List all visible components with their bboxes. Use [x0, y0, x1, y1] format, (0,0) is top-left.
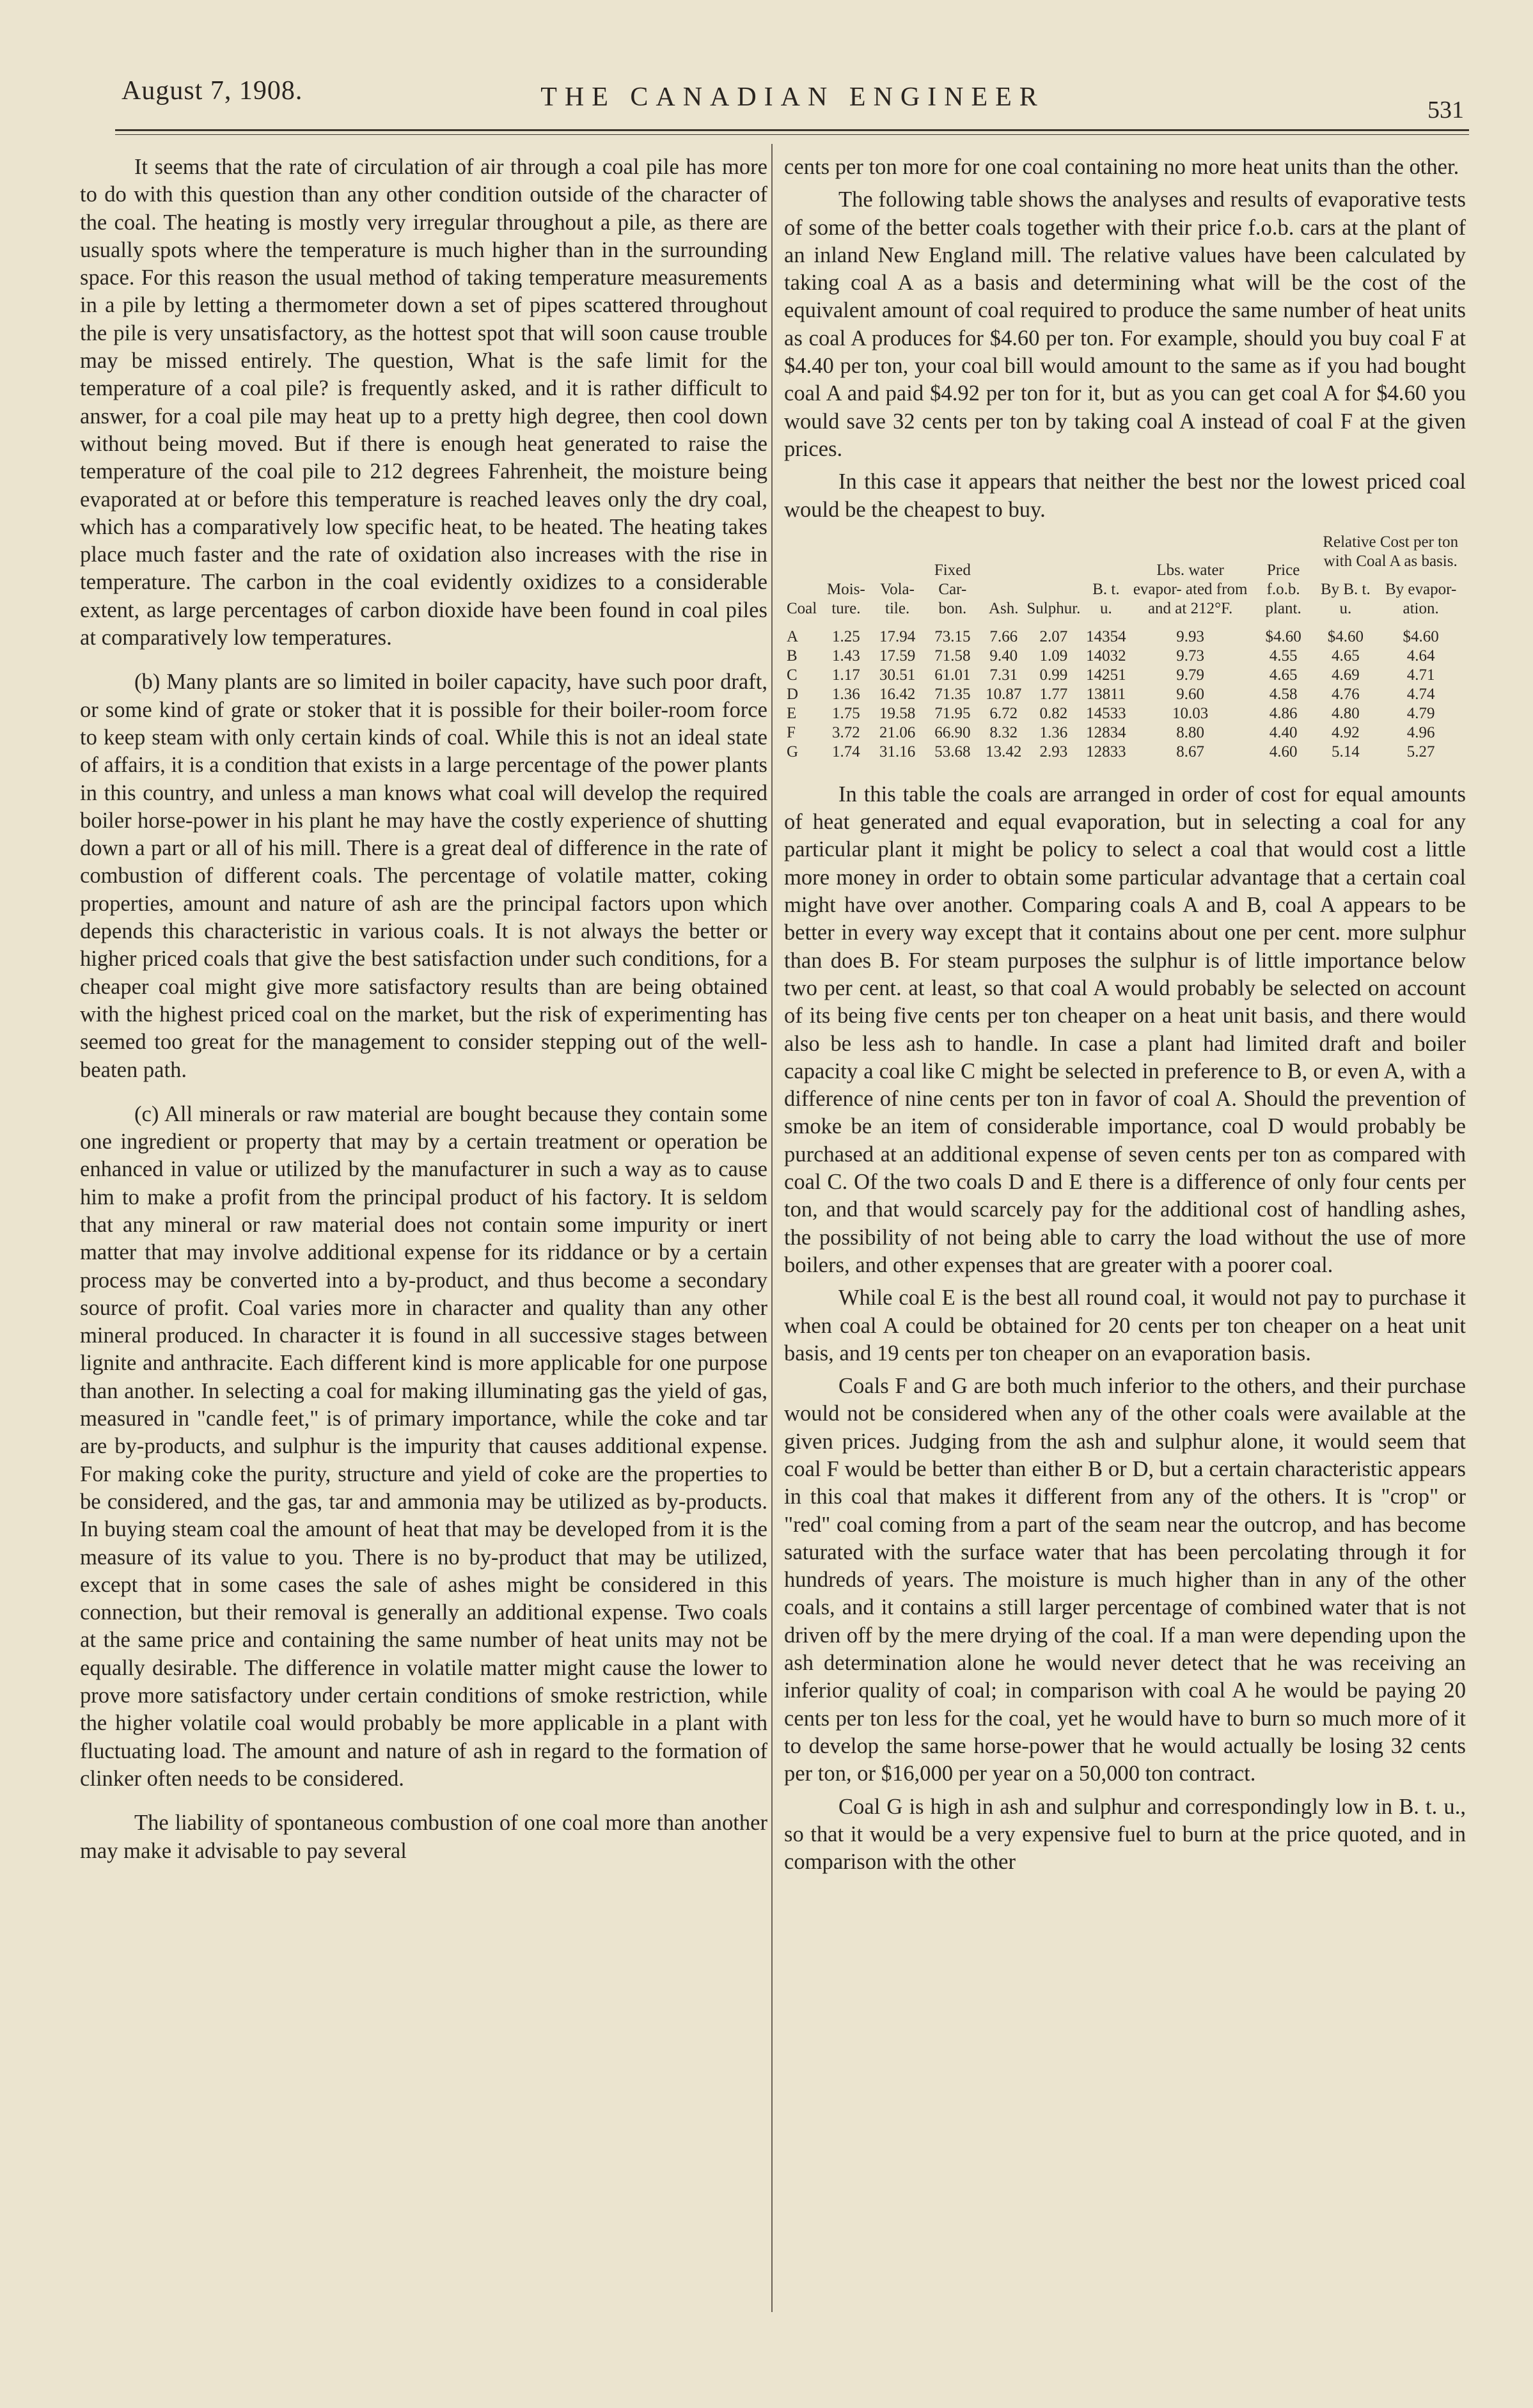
header-rule [115, 129, 1469, 131]
table-cell: 4.92 [1331, 723, 1360, 741]
table-cell: 21.06 [879, 723, 916, 741]
paragraph: The following table shows the analyses and results of evaporative tests of some of the better coals together with their price f.o.b. cars at the plant of an inland New England mill. The relative values have been calculated by taking coal A as a basis and determining what will be the cost of the equivalent amount of coal required to produce the same number of heat units as coal A produces for $4.60 per ton. For example, should you buy coal F at $4.40 per ton, your coal bill would amount to the same as if you had bought coal A and paid $4.92 per ton for it, but as you can get coal A for $4.60 you would save 32 cents per ton by taking coal A instead of coal F at the given prices. [784, 187, 1466, 461]
header-rule-thin [115, 134, 1469, 135]
header-by-btu: By B. t. u. [1320, 580, 1371, 617]
table-cell: 7.31 [989, 666, 1018, 684]
header-lbs-water: Lbs. water evapor- ated from and at 212°F. [1133, 561, 1248, 617]
table-cell: 4.64 [1406, 647, 1435, 665]
coal-analysis-table [784, 533, 1466, 762]
table-row [784, 685, 1466, 704]
right-column [784, 153, 1466, 1881]
table-cell: 2.07 [1039, 627, 1068, 645]
table-cell: 16.42 [879, 685, 916, 703]
table-cell: 1.43 [832, 647, 860, 665]
table-body [784, 627, 1466, 762]
table-cell: 9.79 [1176, 666, 1204, 684]
table-cell: 8.67 [1176, 743, 1204, 760]
table-row [784, 627, 1466, 647]
header-btu: B. t. u. [1092, 580, 1120, 617]
coal-id-cell: F [787, 723, 796, 741]
table-row [784, 743, 1466, 762]
table-cell: 12833 [1086, 743, 1126, 760]
table-cell: 0.82 [1039, 704, 1068, 722]
header-volatile: Vola- tile. [880, 580, 915, 617]
table-cell: 71.95 [934, 704, 971, 722]
page-header [122, 75, 1464, 127]
table-cell: 1.25 [832, 627, 860, 645]
table-cell: 66.90 [934, 723, 971, 741]
issue-date: August 7, 1908. [122, 76, 303, 106]
header-fixed-carbon: Fixed Car- bon. [934, 561, 971, 617]
paragraph: In this table the coals are arranged in order of cost for equal amounts of heat generated and equal evaporation, but in selecting a coal for any particular plant it might be policy to select a coal that would cost a little more money in order to obtain some particular advantage that a certain coal might have over another. Comparing coals A and B, coal A appears to be better in every way except that it contains about one per cent. more sulphur than does B. For steam purposes the sulphur is of little importance below two per cent. at least, so that coal A would probably be selected on account of its being five cents per ton cheaper on a heat unit basis, and there would also be less ash to handle. In case a plant had limited draft and boiler capacity a coal like C might be selected in preference to B, or even A, with a difference of nine cents per ton in favor of coal A. Should the prevention of smoke be an item of considerable importance, coal D would probably be purchased at an additional expense of seven cents per ton as compared with coal C. Of the two coals D and E there is a difference of only four cents per ton, and that would scarcely pay for the additional cost of handling ashes, the possibility of not being able to carry the load without the use of more boilers, and other expenses that are greater with a poorer coal. [784, 782, 1466, 1277]
table-cell: 31.16 [879, 743, 916, 760]
header-coal: Coal [787, 599, 817, 617]
table-cell: $4.60 [1327, 627, 1364, 645]
table-cell: 13811 [1086, 685, 1126, 703]
journal-title: THE CANADIAN ENGINEER [540, 83, 1045, 112]
header-by-evaporation: By evapor- ation. [1385, 580, 1457, 617]
table-cell: 10.03 [1172, 704, 1209, 722]
paragraph: Coals F and G are both much inferior to the others, and their purchase would not be considered when any of the other coals were available at the given prices. Judging from the ash and sulphur alone, it would seem that coal F would be better than either B or D, but a certain characteristic appears in this coal that makes it different from any of the others. It is "crop" or "red" coal coming from a part of the seam near the outcrop, and has become saturated with the surface water that has been percolating through it for hundreds of years. The moisture is much higher than in any of the other coals, and it contains a still larger percentage of combined water that is not driven off by the mere drying of the coal. If a man were depending upon the ash determination alone he would never detect that he was receiving an inferior quality of coal; in comparison with coal A he would be paying 20 cents per ton less for the coal, yet he would have to burn so much more of it to develop the same horse-power that he would actually be losing 32 cents per ton, or $16,000 per year on a 50,000 ton contract. [784, 1374, 1466, 1786]
table-cell: 14354 [1086, 627, 1126, 645]
table-cell: 4.60 [1269, 743, 1298, 760]
table-cell: 14251 [1086, 666, 1126, 684]
paragraph: (b) Many plants are so limited in boiler capacity, have such poor draft, or some kind of grate or stoker that it is possible for their boiler-room force to keep steam with only certain kinds of coal. While this is not an ideal state of affairs, it is a condition that exists in a large percentage of the power plants in this country, and unless a man knows what coal will develop the required boiler horse-power in his plant he may have the costly experience of shutting down a part or all of his mill. There is a great deal of difference in the rate of combustion of different coals. The percentage of volatile matter, coking properties, amount and nature of ash are the principal factors upon which depends this characteristic in various coals. It is not always the better or higher priced coals that give the best satisfaction under such conditions, for a cheaper coal might give more satisfactory results than are being obtained with the highest priced coal on the market, but the risk of experimenting has seemed too great for the management to consider stepping out of the well-beaten path. [80, 670, 767, 1082]
paragraph: cents per ton more for one coal containing no more heat units than the other. [784, 155, 1459, 179]
table-cell: 4.55 [1269, 647, 1298, 665]
coal-id-cell: C [787, 666, 798, 684]
table-cell: 71.58 [934, 647, 971, 665]
table-row [784, 723, 1466, 743]
table-cell: 1.74 [832, 743, 860, 760]
table-cell: 10.87 [986, 685, 1022, 703]
table-cell: 4.65 [1269, 666, 1298, 684]
coal-id-cell: E [787, 704, 797, 722]
table-cell: 30.51 [879, 666, 916, 684]
coal-id-cell: A [787, 627, 799, 645]
table-cell: 12834 [1086, 723, 1126, 741]
table-cell: 4.86 [1269, 704, 1298, 722]
table-cell: 3.72 [832, 723, 860, 741]
table-cell: 9.73 [1176, 647, 1204, 665]
table-cell: 0.99 [1039, 666, 1068, 684]
table-cell: 9.60 [1176, 685, 1204, 703]
table-cell: $4.60 [1265, 627, 1301, 645]
table-cell: 7.66 [989, 627, 1018, 645]
table-cell: 53.68 [934, 743, 971, 760]
header-ash: Ash. [988, 599, 1019, 617]
table-cell: 73.15 [934, 627, 971, 645]
paragraph: (c) All minerals or raw material are bought because they contain some one ingredient or property that may by a certain treatment or operation be enhanced in value or utilized by the manufacturer in such a way as to cause him to make a profit from the principal product of his factory. It is seldom that any mineral or raw material does not contain some impurity or inert matter that may involve additional expense for its riddance or by a certain process may be converted into a by-product, and thus become a secondary source of profit. Coal varies more in character and quality than any other mineral produced. In character it is found in all successive stages between lignite and anthracite. Each different kind is more applicable for one purpose than another. In selecting a coal for making illuminating gas the yield of gas, measured in "candle feet," is of primary importance, while the coke and tar are by-products, and sulphur is the impurity that causes additional expense. For making coke the purity, structure and yield of coke are the properties to be considered, and the gas, tar and ammonia may be utilized as by-products. In buying steam coal the amount of heat that may be developed from it is the measure of its value to you. There is no by-product that may be utilized, except that in some cases the sale of ashes might be considered in this connection, but their removal is generally an additional expense. Two coals at the same price and containing the same number of heat units may not be equally desirable. The difference in volatile matter might cause the lower to prove more satisfactory under certain conditions of smoke restriction, while the higher volatile coal would probably be more applicable in a plant with fluctuating load. The amount and nature of ash in regard to the formation of clinker often needs to be considered. [80, 1101, 767, 1791]
table-cell: 4.74 [1406, 685, 1435, 703]
table-cell: 14032 [1086, 647, 1126, 665]
paragraph: While coal E is the best all round coal, it would not pay to purchase it when coal A could be obtained for 20 cents per ton cheaper on a heat unit basis, and 19 cents per ton cheaper on an evaporation basis. [784, 1286, 1466, 1365]
table-cell: 9.93 [1176, 627, 1204, 645]
table-cell: 8.80 [1176, 723, 1204, 741]
table-cell: 1.36 [832, 685, 860, 703]
table-cell: 17.59 [879, 647, 916, 665]
table-cell: 1.17 [832, 666, 860, 684]
header-sulphur: Sulphur. [1026, 599, 1081, 617]
table-cell: 6.72 [989, 704, 1018, 722]
table-cell: 5.27 [1406, 743, 1435, 760]
table-cell: 13.42 [986, 743, 1022, 760]
table-cell: 4.76 [1331, 685, 1360, 703]
table-cell: 4.80 [1331, 704, 1360, 722]
table-cell: 61.01 [934, 666, 971, 684]
table-cell: 1.75 [832, 704, 860, 722]
table-row [784, 666, 1466, 685]
header-price: Price f.o.b. plant. [1265, 561, 1301, 617]
table-row [784, 647, 1466, 666]
paragraph: Coal G is high in ash and sulphur and correspondingly low in B. t. u., so that it would be a very expensive fuel to burn at the price quoted, and in comparison with the other [784, 1794, 1466, 1875]
table-cell: 1.36 [1039, 723, 1068, 741]
table-cell: 4.79 [1406, 704, 1435, 722]
column-divider [771, 144, 773, 2312]
table-cell: 8.32 [989, 723, 1018, 741]
table-cell: 4.65 [1331, 647, 1360, 665]
header-moisture: Mois- ture. [827, 580, 865, 617]
paragraph: It seems that the rate of circulation of air through a coal pile has more to do with this question than any other condition outside of the character of the coal. The heating is mostly very irregular throughout a pile, as there are usually spots where the temperature is much higher than in the surrounding space. For this reason the usual method of taking temperature measurements in a pile by letting a thermometer down a set of pipes scattered throughout the pile is very unsatisfactory, as the hottest spot that will soon cause trouble may be missed entirely. The question, What is the safe limit for the temperature of a coal pile? is frequently asked, and it is rather difficult to answer, for a coal pile may heat up to a pretty high degree, then cool down without being moved. But if there is enough heat generated to raise the temperature of the coal pile to 212 degrees Fahrenheit, the moisture being evaporated at or before this temperature is reached leaves only the dry coal, which has a comparatively low specific heat, to be heated. The heating takes place much faster and the rate of oxidation also increases with the rise in temperature. The carbon in the coal evidently oxidizes to a considerable extent, as large percentages of carbon dioxide have been found in coal piles at comparatively low temperatures. [80, 155, 767, 650]
paragraph: In this case it appears that neither the best nor the lowest priced coal would be the cheapest to buy. [784, 469, 1466, 522]
table-cell: $4.60 [1403, 627, 1439, 645]
table-cell: 1.77 [1039, 685, 1068, 703]
table-cell: 4.71 [1406, 666, 1435, 684]
table-cell: 4.69 [1331, 666, 1360, 684]
left-column [80, 153, 767, 1870]
table-cell: 71.35 [934, 685, 971, 703]
coal-id-cell: G [787, 743, 799, 760]
table-cell: 14533 [1086, 704, 1126, 722]
table-cell: 9.40 [989, 647, 1018, 665]
table-cell: 17.94 [879, 627, 916, 645]
page-number: 531 [1427, 97, 1464, 123]
coal-id-cell: D [787, 685, 799, 703]
table-cell: 4.96 [1406, 723, 1435, 741]
header-relative-cost: Relative Cost per ton with Coal A as basis. [1323, 533, 1459, 570]
table-cell: 4.40 [1269, 723, 1298, 741]
table-cell: 2.93 [1039, 743, 1068, 760]
table-cell: 19.58 [879, 704, 916, 722]
table-header-row [784, 533, 1466, 580]
table-cell: 4.58 [1269, 685, 1298, 703]
table-cell: 5.14 [1331, 743, 1360, 760]
table-row [784, 704, 1466, 723]
table-cell: 1.09 [1039, 647, 1068, 665]
coal-id-cell: B [787, 647, 798, 665]
paragraph: The liability of spontaneous combustion of one coal more than another may make it advisable to pay several [80, 1811, 767, 1863]
